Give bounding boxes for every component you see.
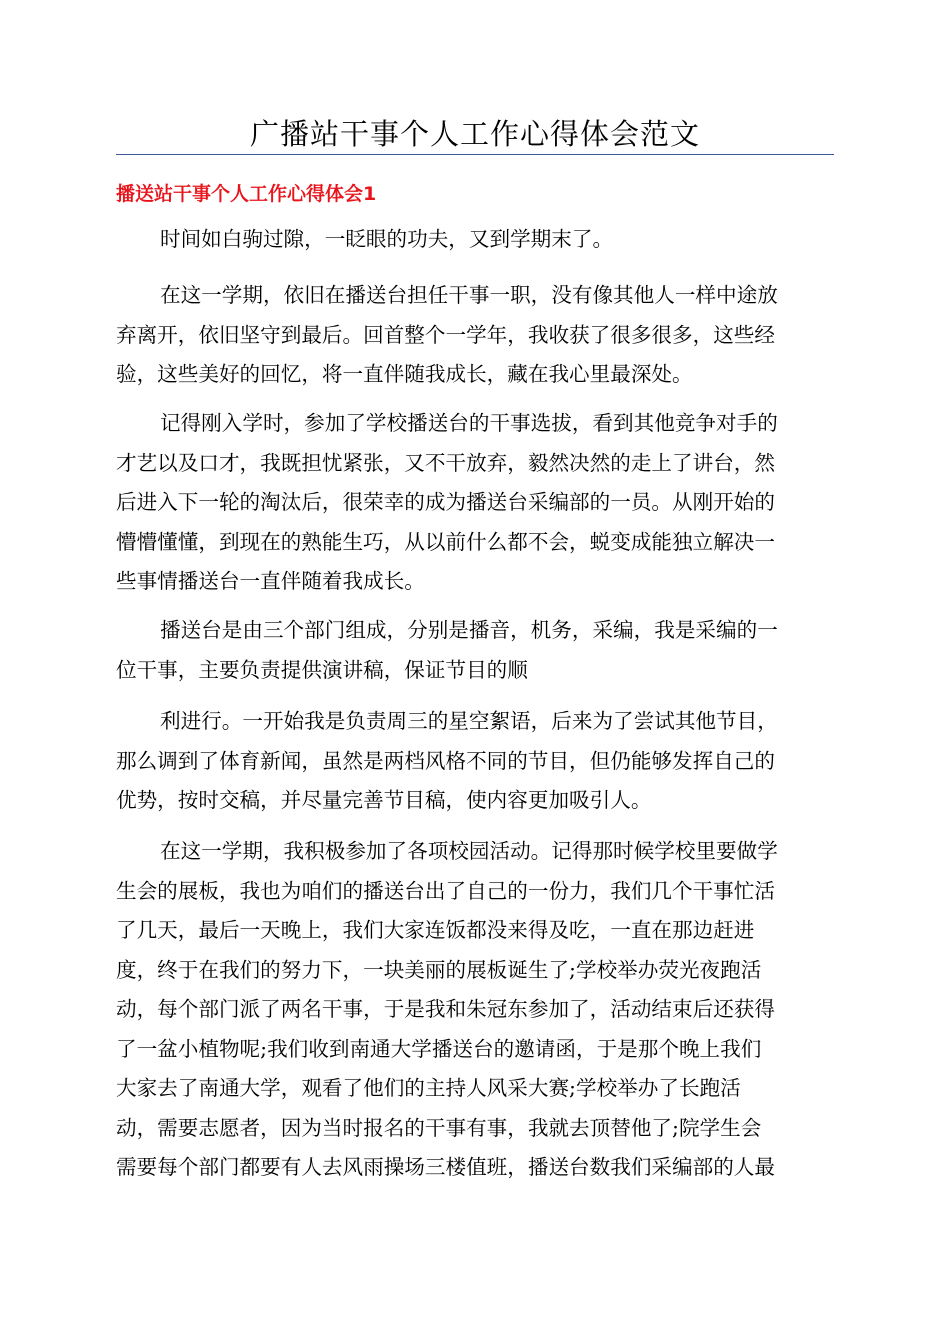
paragraph-line: 需要每个部门都要有人去风雨操场三楼值班，播送台数我们采编部的人最 — [116, 1155, 775, 1179]
document-title: 广播站干事个人工作心得体会范文 — [249, 117, 700, 151]
paragraph-3 — [116, 404, 834, 602]
paragraph-line: 那么调到了体育新闻，虽然是两档风格不同的节目，但仍能够发挥自己的 — [116, 748, 775, 773]
paragraph-line: 播送台是由三个部门组成，分别是播音，机务，采编，我是采编的一 — [160, 618, 778, 642]
section-heading: 播送站干事个人工作心得体会1 — [116, 183, 377, 205]
paragraph-line: 位干事，主要负责提供演讲稿，保证节目的顺 — [116, 657, 528, 682]
paragraph-line: 验，这些美好的回忆，将一直伴随我成长，藏在我心里最深处。 — [116, 362, 693, 386]
paragraph-line: 才艺以及口才，我既担忧紧张，又不干放弃，毅然决然的走上了讲台，然 — [116, 450, 775, 475]
paragraph-line: 动，需要志愿者，因为当时报名的干事有事，我就去顶替他了;院学生会 — [116, 1115, 762, 1140]
paragraph-line: 动，每个部门派了两名干事，于是我和朱冠东参加了，活动结束后还获得 — [116, 997, 775, 1021]
paragraph-line: 大家去了南通大学，观看了他们的主持人风采大赛;学校举办了长跑活 — [116, 1076, 741, 1100]
paragraph-line: 了一盆小植物呢;我们收到南通大学播送台的邀请函，于是那个晚上我们 — [116, 1036, 762, 1061]
paragraph-line: 些事情播送台一直伴随着我成长。 — [116, 569, 425, 593]
paragraph-4 — [116, 611, 834, 690]
paragraph-line: 在这一学期，我积极参加了各项校园活动。记得那时候学校里要做学 — [160, 839, 778, 863]
paragraph-line: 在这一学期，依旧在播送台担任干事一职，没有像其他人一样中途放 — [160, 283, 778, 307]
paragraph-6 — [116, 832, 834, 1188]
paragraph-line: 懵懵懂懂，到现在的熟能生巧，从以前什么都不会，蜕变成能独立解决一 — [116, 529, 775, 554]
paragraph-line: 后进入下一轮的淘汰后，很荣幸的成为播送台采编部的一员。从刚开始的 — [116, 490, 775, 514]
paragraph-line: 度，终于在我们的努力下，一块美丽的展板诞生了;学校举办荧光夜跑活 — [116, 957, 762, 982]
paragraph-2 — [116, 276, 834, 395]
paragraph-line: 利进行。一开始我是负责周三的星空絮语，后来为了尝试其他节目， — [160, 709, 778, 733]
paragraph-line: 时间如白驹过隙，一眨眼的功夫，又到学期末了。 — [160, 227, 614, 251]
paragraph-1 — [116, 220, 834, 260]
paragraph-5 — [116, 702, 834, 821]
paragraph-line: 记得刚入学时，参加了学校播送台的干事选拔，看到其他竞争对手的 — [160, 411, 778, 435]
paragraph-line: 优势，按时交稿，并尽量完善节目稿，使内容更加吸引人。 — [116, 788, 652, 812]
paragraph-line: 弃离开，依旧坚守到最后。回首整个一学年，我收获了很多很多，这些经 — [116, 322, 775, 347]
title-underline — [116, 154, 834, 155]
paragraph-line: 了几天，最后一天晚上，我们大家连饭都没来得及吃，一直在那边赶进 — [116, 918, 755, 942]
paragraph-line: 生会的展板，我也为咱们的播送台出了自己的一份力，我们几个干事忙活 — [116, 878, 775, 903]
